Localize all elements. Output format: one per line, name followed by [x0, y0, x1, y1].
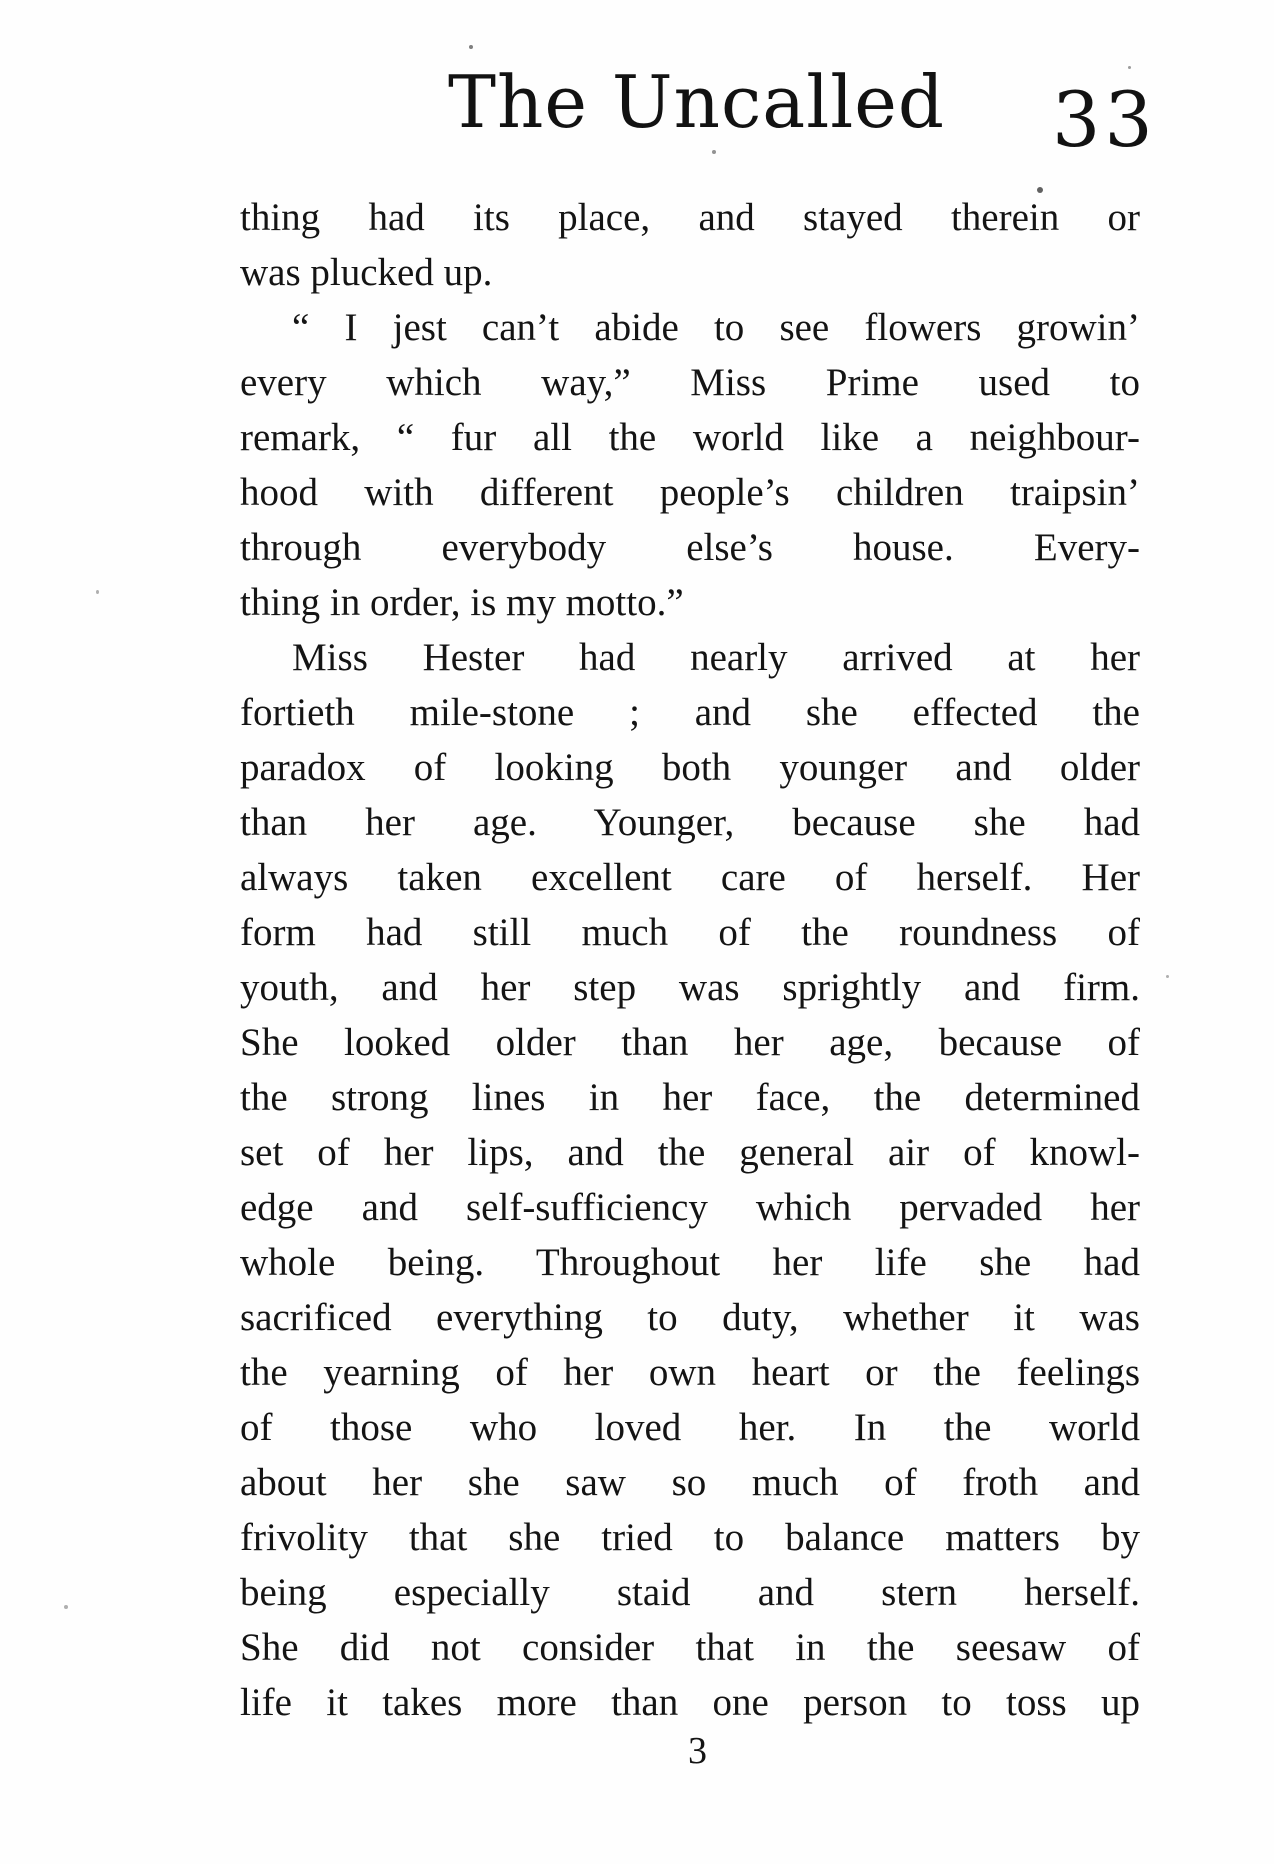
text-line: “ I jest can’t abide to see flowers growin’	[292, 306, 1140, 349]
page-title: The Uncalled	[448, 60, 945, 144]
text-line: frivolity that she tried to balance matters by	[240, 1516, 1140, 1559]
scan-speck	[712, 150, 716, 154]
text-line: than her age. Younger, because she had	[240, 801, 1140, 844]
text-line: of those who loved her. In the world	[240, 1406, 1140, 1449]
text-line: was plucked up.	[240, 251, 493, 294]
text-line: about her she saw so much of froth and	[240, 1461, 1140, 1504]
text-line: paradox of looking both younger and older	[240, 746, 1140, 789]
text-line: edge and self-sufficiency which pervaded her	[240, 1186, 1140, 1229]
scan-speck	[1037, 187, 1043, 193]
scan-speck	[1128, 66, 1131, 69]
text-line: the strong lines in her face, the determined	[240, 1076, 1140, 1119]
scan-speck	[1166, 975, 1169, 978]
scan-speck	[96, 590, 99, 594]
text-line: being especially staid and stern herself.	[240, 1571, 1140, 1614]
text-line: remark, “ fur all the world like a neighbour-	[240, 416, 1140, 459]
text-line: the yearning of her own heart or the feelings	[240, 1351, 1140, 1394]
text-line: always taken excellent care of herself. Her	[240, 856, 1140, 899]
text-line: sacrificed everything to duty, whether it was	[240, 1296, 1140, 1339]
text-line: whole being. Throughout her life she had	[240, 1241, 1140, 1284]
text-line: She did not consider that in the seesaw of	[240, 1626, 1140, 1669]
text-block	[240, 190, 1140, 1730]
text-line: youth, and her step was sprightly and firm.	[240, 966, 1140, 1009]
text-line: thing in order, is my motto.”	[240, 581, 684, 624]
text-line: hood with different people’s children traipsin’	[240, 471, 1140, 514]
page-number: 33	[1052, 75, 1157, 164]
text-line: thing had its place, and stayed therein or	[240, 196, 1140, 239]
text-line: through everybody else’s house. Every-	[240, 526, 1140, 569]
text-line: set of her lips, and the general air of knowl-	[240, 1131, 1140, 1174]
scan-speck	[64, 1605, 68, 1609]
printer-signature-mark: 3	[688, 1730, 707, 1772]
text-line: life it takes more than one person to toss up	[240, 1681, 1140, 1724]
text-line: fortieth mile-stone ; and she effected the	[240, 691, 1140, 734]
text-line: Miss Hester had nearly arrived at her	[292, 636, 1140, 679]
text-line: She looked older than her age, because of	[240, 1021, 1140, 1064]
scan-speck	[469, 45, 473, 49]
text-line: every which way,” Miss Prime used to	[240, 361, 1140, 404]
text-line: form had still much of the roundness of	[240, 911, 1140, 954]
